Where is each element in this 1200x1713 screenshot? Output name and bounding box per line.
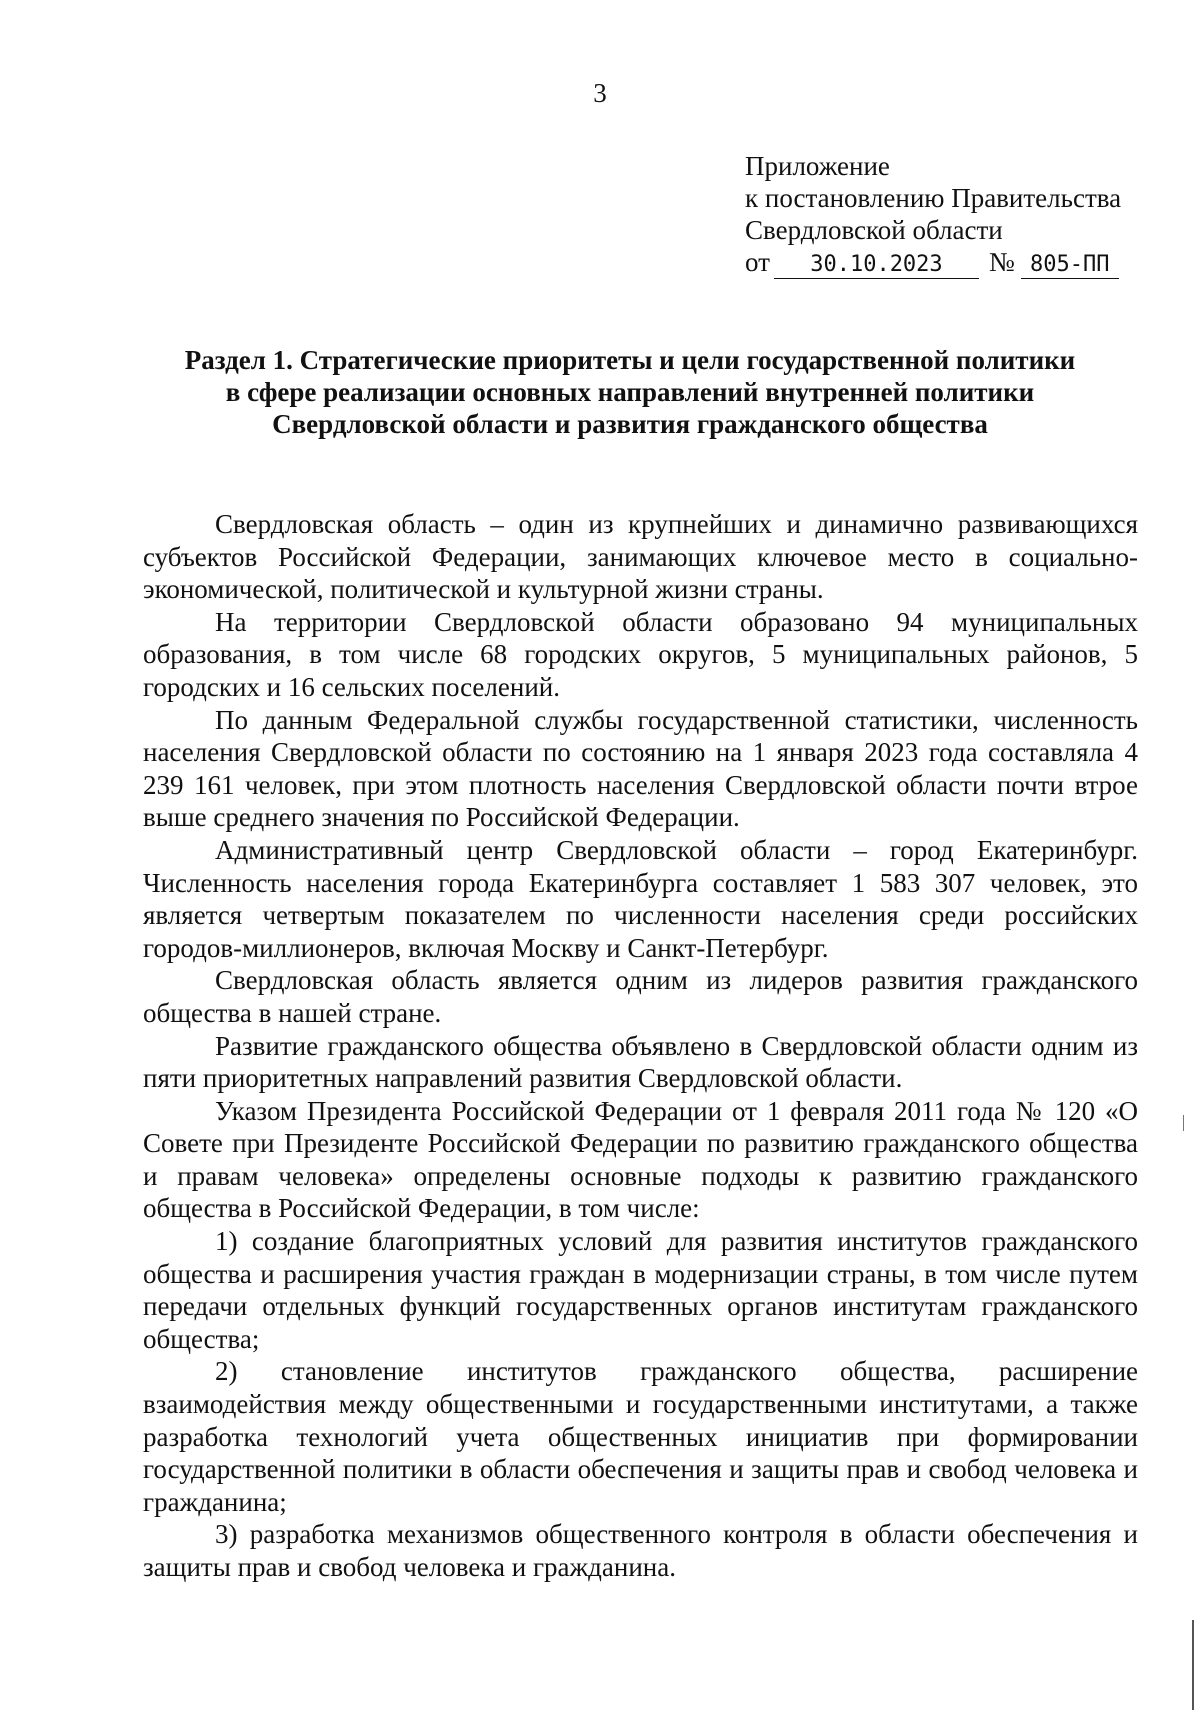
margin-mark [1183, 1115, 1184, 1131]
appendix-resolution-line: к постановлению Правительства [745, 183, 1122, 213]
list-item-1: 1) создание благоприятных условий для развития институтов гражданского общества и расширения участия граждан в модернизации страны, в том числе путем передачи отдельных функций государственных органов институтам гражданского общества; [143, 1226, 1138, 1354]
paragraph-municipalities: На территории Свердловской области образовано 94 муниципальных образования, в том числе 68 городских округов, 5 муниципальных районов, 5 городских и 16 сельских поселений. [143, 606, 1138, 702]
number-prefix: № [988, 247, 1015, 277]
list-item-3: 3) разработка механизмов общественного контроля в области обеспечения и защиты прав и свобод человека и гражданина. [143, 1519, 1138, 1582]
resolution-number: 805-ПП [1021, 252, 1119, 279]
paragraph-population: По данным Федеральной службы государственной статистики, численность населения Свердловской области по состоянию на 1 января 2023 года составляла 4 239 161 человек, при этом плотность населения Свердловской области почти втрое выше среднего значения по Российской Федерации. [143, 704, 1138, 833]
section-title-line-3: Свердловской области и развития гражданского общества [272, 409, 988, 439]
date-prefix: от [745, 247, 770, 277]
section-title [150, 344, 1110, 440]
paragraph-priority-direction: Развитие гражданского общества объявлено в Свердловской области одним из пяти приоритетных направлений развития Свердловской области. [143, 1030, 1138, 1094]
appendix-block [745, 150, 1121, 279]
section-title-line-2: в сфере реализации основных направлений внутренней политики [225, 377, 1035, 407]
appendix-title: Приложение [745, 151, 890, 181]
paragraph-administrative-center: Административный центр Свердловской области – город Екатеринбург. Численность населения города Екатеринбурга составляет 1 583 307 человек, это является четвертым показателем по численности населения среди российских городов-миллионеров, включая Москву и Санкт-Петербург. [143, 834, 1138, 963]
paragraph-presidential-decree: Указом Президента Российской Федерации от 1 февраля 2011 года № 120 «О Совете при Президенте Российской Федерации по развитию гражданского общества и правам человека» определены основные подходы к развитию гражданского общества в Российской Федерации, в том числе: [143, 1095, 1138, 1224]
scan-edge-mark [1192, 1620, 1194, 1710]
paragraph-civil-society-leader: Свердловская область является одним из лидеров развития гражданского общества в нашей стране. [143, 965, 1138, 1028]
resolution-date: 30.10.2023 [774, 252, 979, 279]
page-number: 3 [593, 78, 607, 108]
paragraph-region-intro: Свердловская область – один из крупнейших и динамично развивающихся субъектов Российской Федерации, занимающих ключевое место в социально-экономической, политической и культурной жизни страны. [143, 509, 1138, 605]
section-title-line-1: Раздел 1. Стратегические приоритеты и цели государственной политики [184, 345, 1076, 375]
body-text [143, 508, 1138, 1584]
appendix-date-number-line [745, 246, 1121, 279]
appendix-region-line: Свердловской области [745, 215, 1003, 245]
list-item-2: 2) становление институтов гражданского общества, расширение взаимодействия между общественными и государственными институтами, а также разработка технологий учета общественных инициатив при формировании государственной политики в области обеспечения и защиты прав и свобод человека и гражданина; [143, 1356, 1138, 1517]
